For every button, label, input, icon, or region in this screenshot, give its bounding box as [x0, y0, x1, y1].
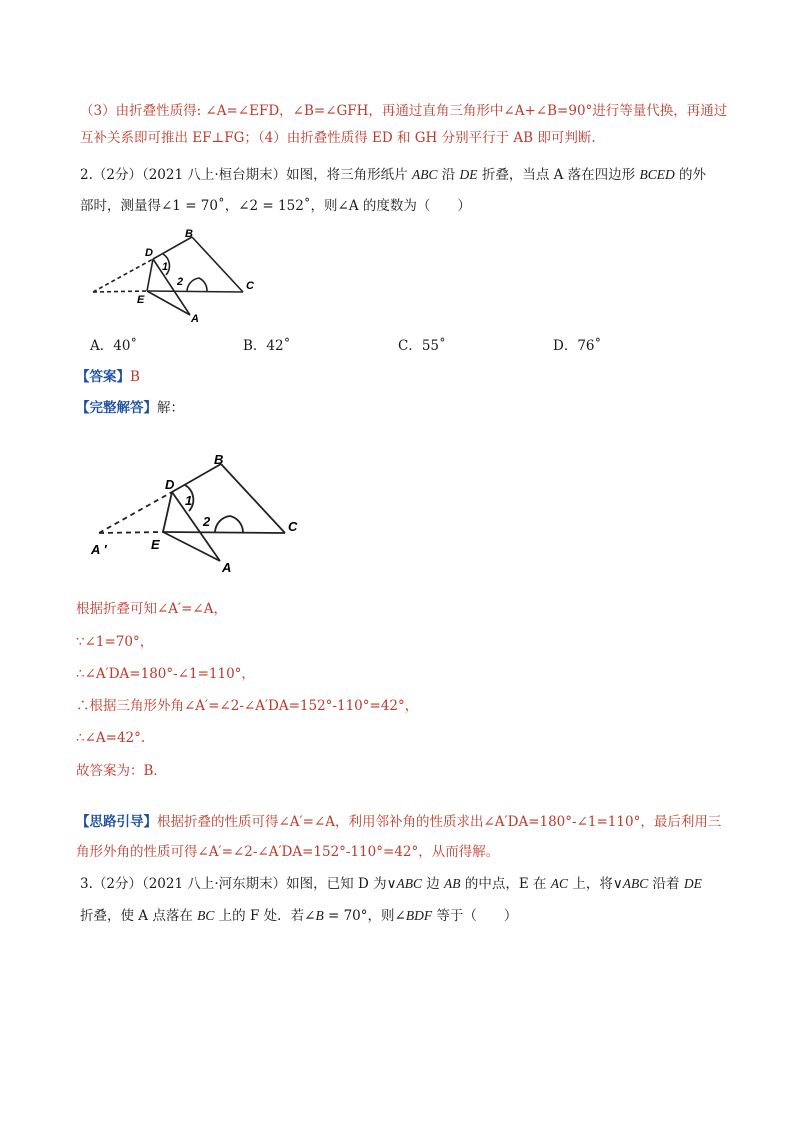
dashed-line-ap-d — [93, 259, 153, 292]
label-angle-1: 1 — [162, 261, 169, 273]
label-angle-1: 1 — [185, 493, 193, 508]
q2-figure-solution — [85, 448, 310, 576]
q2-answer — [76, 367, 140, 387]
option-value: 42˚ — [266, 338, 291, 354]
segment-ec — [147, 291, 243, 292]
label-e: E — [151, 537, 160, 552]
q2-hint-line1 — [76, 812, 721, 832]
q3-stem-text: 上，将∨ — [568, 876, 623, 892]
hint-text: 根据折叠的性质可得∠A′=∠A，利用邻补角的性质求出∠A′DA=180°-∠1=110°，最后利用三 — [157, 814, 722, 830]
answer-tag: 【答案】 — [76, 369, 130, 385]
segment-db — [172, 464, 221, 492]
q2-fold-line-name: DE — [459, 167, 478, 182]
q2-stem-text: 的外 — [674, 167, 707, 183]
angle-2-arc — [187, 278, 207, 291]
segment-ea — [163, 532, 220, 561]
q3-stem-text: 上的 F 处．若∠ — [214, 908, 316, 924]
segment-de — [163, 492, 172, 532]
option-value: 55˚ — [421, 338, 446, 354]
label-d: D — [145, 247, 153, 259]
q1-analysis-line2: 互补关系即可推出 EF⊥FG；（4）由折叠性质得 ED 和 GH 分别平行于 AB 即可判断. — [80, 130, 596, 146]
dashed-line-ap-e — [93, 291, 147, 292]
q3-stem-text: 等于（ ） — [432, 908, 518, 924]
label-angle-2: 2 — [203, 514, 211, 529]
dashed-line-ap-d — [99, 492, 172, 533]
solution-suffix: 解： — [157, 400, 184, 416]
q2-quadrilateral-name: BCED — [639, 167, 675, 182]
option-letter: C． — [398, 338, 422, 354]
segment-db — [153, 237, 192, 259]
segment-da — [153, 259, 190, 315]
q2-stem-text: 2.（2分）（2021 八上·桓台期末）如图，将三角形纸片 — [80, 167, 412, 183]
q2-option-a[interactable] — [90, 336, 137, 356]
q3-triangle-name: ABC — [622, 876, 649, 891]
q2-step-2: ∵∠1=70°， — [76, 634, 154, 650]
q2-option-b[interactable] — [243, 336, 290, 356]
q3-stem-text: 沿着 — [648, 876, 684, 892]
label-a: A — [222, 560, 232, 575]
solution-tag: 【完整解答】 — [76, 400, 157, 416]
dashed-line-ap-e — [99, 532, 163, 533]
q2-figure-small — [85, 225, 265, 325]
q3-side-ac: AC — [550, 876, 569, 891]
q2-solution-heading — [76, 398, 184, 418]
q3-stem-line1 — [80, 874, 702, 894]
label-a: A — [191, 313, 199, 325]
q3-stem-text: 折叠，使 A 点落在 — [80, 908, 198, 924]
q2-stem-line2: 部时，测量得∠1 = 70˚，∠2 = 152˚，则∠A 的度数为（ ） — [80, 198, 471, 214]
q2-hint-line2: 角形外角的性质可得∠A′=∠2-∠A′DA=152°-110°=42°，从而得解。 — [76, 844, 500, 860]
angle-2-arc — [215, 516, 243, 533]
segment-ea — [147, 291, 190, 315]
label-b: B — [185, 228, 193, 240]
q3-angle-b: B — [315, 908, 324, 923]
label-b: B — [214, 452, 224, 467]
segment-bc — [192, 237, 243, 292]
label-d: D — [165, 477, 175, 492]
q3-triangle-name: ABC — [396, 876, 422, 891]
q3-side-ab: AB — [444, 876, 461, 891]
q2-step-3: ∴∠A′DA=180°-∠1=110°， — [76, 666, 255, 682]
q3-side-bc: BC — [197, 908, 215, 923]
option-letter: D． — [553, 338, 578, 354]
q3-stem-text: = 70°，则∠ — [323, 908, 406, 924]
q2-step-1: 根据折叠可知∠A′=∠A， — [76, 601, 227, 617]
answer-value: B — [130, 369, 140, 385]
q3-stem-text: 3.（2分）（2021 八上·河东期末）如图，已知 D 为∨ — [80, 876, 397, 892]
q3-angle-bdf: BDF — [405, 908, 433, 923]
option-value: 40˚ — [113, 338, 138, 354]
segment-de — [147, 259, 153, 291]
q3-stem-line2 — [80, 906, 517, 926]
q3-stem-text: 的中点，E 在 — [460, 876, 551, 892]
q2-stem-text: 沿 — [437, 167, 460, 183]
q2-option-d[interactable] — [553, 336, 601, 356]
q2-step-4: ∴根据三角形外角∠A′=∠2-∠A′DA=152°-110°=42°， — [76, 698, 419, 714]
option-letter: A． — [90, 338, 114, 354]
q2-stem-text: 折叠，当点 A 落在四边形 — [477, 167, 640, 183]
label-c: C — [288, 519, 298, 534]
label-a-prime: A ′ — [91, 542, 107, 557]
q2-final-answer: 故答案为：B． — [76, 763, 167, 779]
q1-analysis-line1: （3）由折叠性质得: ∠A=∠EFD，∠B=∠GFH，再通过直角三角形中∠A+∠B=90°进行等量代换，再通过 — [80, 103, 728, 119]
q3-fold-line-name: DE — [683, 876, 702, 891]
option-value: 76˚ — [577, 338, 602, 354]
q3-stem-text: 边 — [421, 876, 445, 892]
label-angle-2: 2 — [177, 276, 184, 288]
segment-bc — [221, 464, 285, 533]
q2-step-5: ∴∠A=42°. — [76, 730, 146, 746]
segment-da — [172, 492, 220, 561]
hint-tag: 【思路引导】 — [76, 814, 157, 830]
label-e: E — [137, 294, 145, 306]
option-letter: B． — [243, 338, 267, 354]
segment-ec — [163, 532, 285, 533]
q2-triangle-name: ABC — [411, 167, 438, 182]
q2-stem-line1 — [80, 165, 706, 185]
q2-option-c[interactable] — [398, 336, 446, 356]
label-c: C — [246, 280, 254, 292]
